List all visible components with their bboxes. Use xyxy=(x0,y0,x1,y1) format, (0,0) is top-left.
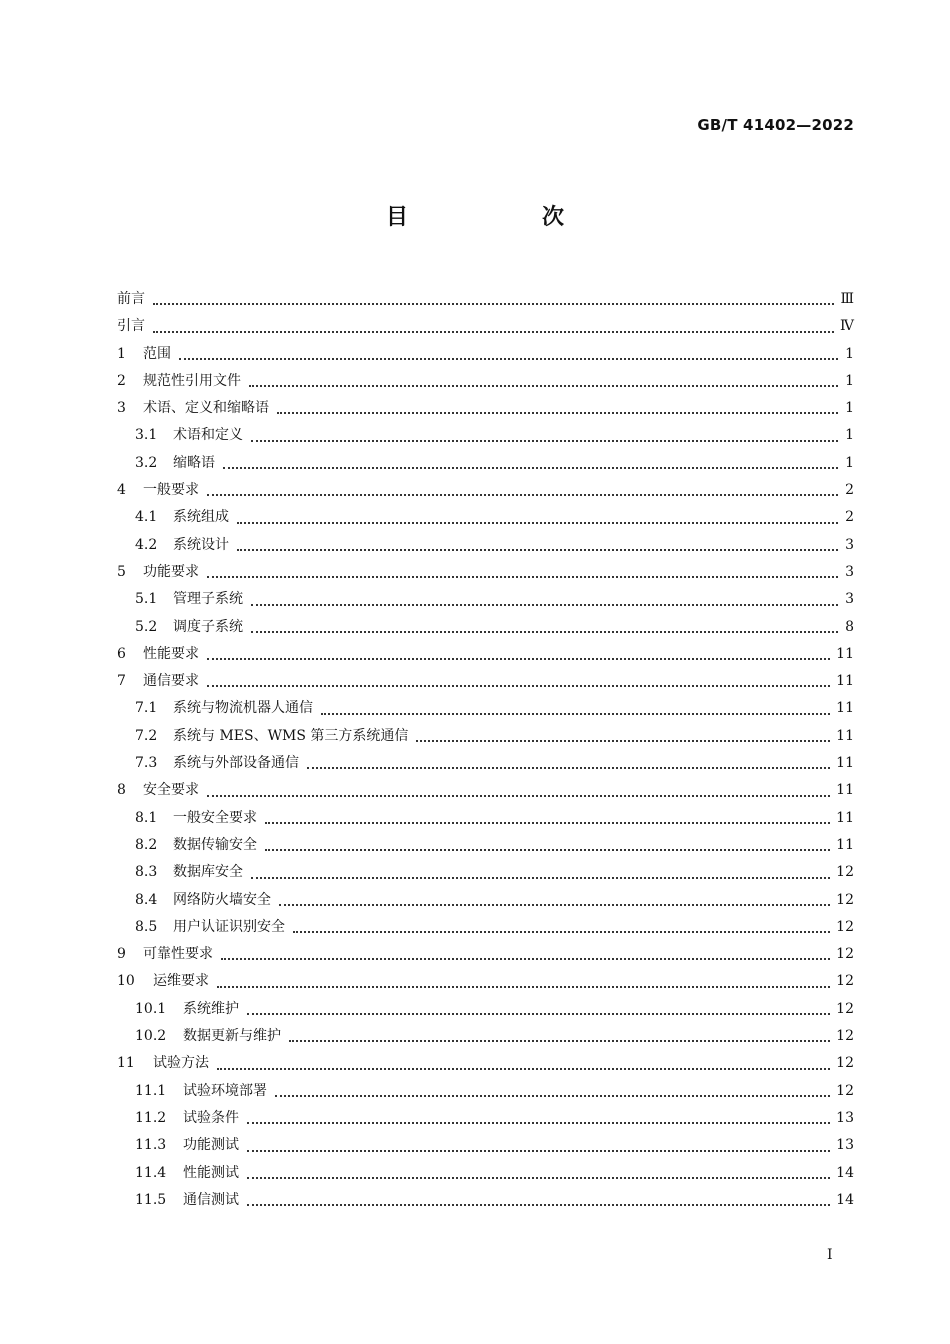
toc-entry-number: 10 xyxy=(117,973,135,990)
toc-entry-page: 8 xyxy=(845,618,854,635)
toc-entry-label: 系统与物流机器人通信 xyxy=(173,700,313,717)
toc-entry-page: 11 xyxy=(836,782,854,799)
toc-entry-number: 5 xyxy=(117,563,126,580)
toc-entry[interactable] xyxy=(117,641,854,668)
toc-leader-dots xyxy=(289,1040,830,1042)
toc-leader-dots xyxy=(247,1204,830,1206)
toc-leader-dots xyxy=(275,1095,830,1097)
toc-leader-dots xyxy=(247,1122,830,1124)
toc-entry-number: 4.2 xyxy=(135,536,158,553)
toc-entry-page: 12 xyxy=(836,891,854,908)
toc-entry[interactable] xyxy=(117,395,854,422)
toc-leader-dots xyxy=(217,986,830,988)
toc-entry-label: 缩略语 xyxy=(173,454,215,471)
toc-entry-number: 7.2 xyxy=(135,727,158,744)
toc-entry-number: 7 xyxy=(117,673,126,690)
toc-leader-dots xyxy=(153,331,834,333)
toc-entry-number: 11 xyxy=(117,1055,135,1072)
toc-leader-dots xyxy=(247,1177,830,1179)
toc-entry-label: 数据更新与维护 xyxy=(183,1028,281,1045)
toc-leader-dots xyxy=(207,576,838,578)
toc-entry-label: 调度子系统 xyxy=(173,618,243,635)
toc-entry-number: 3 xyxy=(117,400,126,417)
toc-entry[interactable] xyxy=(117,695,854,722)
toc-entry-number: 11.1 xyxy=(135,1082,167,1099)
toc-leader-dots xyxy=(307,767,830,769)
toc-entry-number: 8.4 xyxy=(135,891,158,908)
toc-leader-dots xyxy=(223,467,838,469)
toc-entry-page: 13 xyxy=(836,1109,854,1126)
toc-entry-page: 1 xyxy=(845,400,854,417)
toc-entry-number: 8.1 xyxy=(135,809,158,826)
toc-entry[interactable] xyxy=(117,1050,854,1077)
toc-entry-number: 1 xyxy=(117,345,126,362)
toc-entry-number: 5.2 xyxy=(135,618,158,635)
toc-entry[interactable] xyxy=(117,996,854,1023)
toc-entry-page: Ⅳ xyxy=(840,318,854,335)
toc-leader-dots xyxy=(247,1150,830,1152)
toc-entry-page: 12 xyxy=(836,1000,854,1017)
toc-entry-page: 2 xyxy=(845,482,854,499)
toc-entry-label: 系统组成 xyxy=(173,509,229,526)
toc-entry-number: 2 xyxy=(117,372,126,389)
toc-entry-label: 通信测试 xyxy=(183,1191,239,1208)
toc-entry[interactable] xyxy=(117,1023,854,1050)
toc-leader-dots xyxy=(265,849,830,851)
toc-leader-dots xyxy=(237,522,838,524)
toc-entry[interactable] xyxy=(117,313,854,340)
toc-leader-dots xyxy=(251,604,838,606)
toc-entry-label: 系统与外部设备通信 xyxy=(173,755,299,772)
toc-entry-page: Ⅲ xyxy=(840,291,854,307)
toc-leader-dots xyxy=(247,1013,830,1015)
toc-leader-dots xyxy=(251,631,838,633)
toc-entry[interactable] xyxy=(117,477,854,504)
toc-entry-page: 1 xyxy=(845,454,854,471)
toc-entry-number: 8 xyxy=(117,782,126,799)
toc-entry-label: 前言 xyxy=(117,291,145,307)
toc-entry-page: 11 xyxy=(836,836,854,853)
toc-entry[interactable] xyxy=(117,859,854,886)
toc-entry-number: 9 xyxy=(117,946,126,963)
toc-entry-page: 11 xyxy=(836,645,854,662)
toc-entry-label: 引言 xyxy=(117,318,145,335)
toc-title: 目 次 xyxy=(385,205,620,230)
toc-entry-page: 1 xyxy=(845,427,854,444)
standard-code: GB/T 41402—2022 xyxy=(697,116,854,134)
toc-entry-page: 3 xyxy=(845,563,854,580)
toc-entry[interactable] xyxy=(117,668,854,695)
toc-entry[interactable] xyxy=(117,286,854,313)
toc-entry-label: 术语和定义 xyxy=(173,427,243,444)
toc-entry[interactable] xyxy=(117,559,854,586)
toc-entry[interactable] xyxy=(117,941,854,968)
toc-entry-label: 术语、定义和缩略语 xyxy=(143,400,269,417)
toc-entry[interactable] xyxy=(117,832,854,859)
toc-entry[interactable] xyxy=(117,341,854,368)
toc-entry-page: 14 xyxy=(836,1164,854,1181)
toc-entry-page: 13 xyxy=(836,1137,854,1154)
toc-entry-page: 3 xyxy=(845,591,854,608)
toc-entry-page: 1 xyxy=(845,345,854,362)
toc-leader-dots xyxy=(251,877,830,879)
toc-entry-number: 3.1 xyxy=(135,427,158,444)
toc-entry-label: 性能要求 xyxy=(143,645,199,662)
toc-entry-page: 12 xyxy=(836,1055,854,1072)
toc-entry-number: 3.2 xyxy=(135,454,158,471)
toc-entry-number: 7.3 xyxy=(135,755,158,772)
toc-entry-label: 系统与 MES、WMS 第三方系统通信 xyxy=(173,727,409,744)
toc-entry-page: 11 xyxy=(836,700,854,717)
toc-entry[interactable] xyxy=(117,750,854,777)
toc-entry[interactable] xyxy=(117,450,854,477)
page-number: I xyxy=(827,1247,833,1263)
toc-entry-page: 11 xyxy=(836,673,854,690)
toc-entry-number: 8.3 xyxy=(135,864,158,881)
toc-entry[interactable] xyxy=(117,586,854,613)
toc-leader-dots xyxy=(179,358,838,360)
toc-entry-label: 管理子系统 xyxy=(173,591,243,608)
toc-entry-page: 12 xyxy=(836,864,854,881)
toc-entry[interactable] xyxy=(117,368,854,395)
toc-entry-label: 系统维护 xyxy=(183,1000,239,1017)
toc-entry[interactable] xyxy=(117,805,854,832)
toc-entry-number: 5.1 xyxy=(135,591,158,608)
toc-entry-number: 11.2 xyxy=(135,1109,167,1126)
toc-entry-page: 11 xyxy=(836,809,854,826)
toc-entry-label: 功能测试 xyxy=(183,1137,239,1154)
toc-entry-number: 11.4 xyxy=(135,1164,167,1181)
toc-entry-page: 12 xyxy=(836,973,854,990)
toc-leader-dots xyxy=(221,958,830,960)
toc-entry[interactable] xyxy=(117,504,854,531)
toc-leader-dots xyxy=(416,740,830,742)
toc-entry-number: 8.5 xyxy=(135,918,158,935)
toc-entry[interactable] xyxy=(117,1160,854,1187)
toc-entry-number: 11.5 xyxy=(135,1191,167,1208)
toc-leader-dots xyxy=(279,904,830,906)
toc-entry-number: 4.1 xyxy=(135,509,158,526)
toc-entry[interactable] xyxy=(117,914,854,941)
toc-entry-label: 一般安全要求 xyxy=(173,809,257,826)
toc-entry-page: 14 xyxy=(836,1191,854,1208)
toc-entry[interactable] xyxy=(117,422,854,449)
toc-entry-page: 12 xyxy=(836,1082,854,1099)
toc-leader-dots xyxy=(207,795,830,797)
toc-leader-dots xyxy=(249,385,838,387)
toc-entry[interactable] xyxy=(117,968,854,995)
toc-entry-label: 运维要求 xyxy=(153,973,209,990)
toc-entry-label: 试验条件 xyxy=(183,1109,239,1126)
toc-entry-page: 12 xyxy=(836,918,854,935)
toc-entry-label: 安全要求 xyxy=(143,782,199,799)
toc-entry-number: 10.2 xyxy=(135,1028,167,1045)
toc-entry[interactable] xyxy=(117,1105,854,1132)
toc-entry-page: 11 xyxy=(836,727,854,744)
toc-entry-label: 数据传输安全 xyxy=(173,836,257,853)
toc-entry[interactable] xyxy=(117,887,854,914)
toc-entry-page: 3 xyxy=(845,536,854,553)
toc-leader-dots xyxy=(293,931,830,933)
toc-entry-label: 试验环境部署 xyxy=(183,1082,267,1099)
toc-entry-number: 6 xyxy=(117,645,126,662)
toc-entry-label: 通信要求 xyxy=(143,673,199,690)
toc-entry-label: 功能要求 xyxy=(143,563,199,580)
toc-entry-label: 系统设计 xyxy=(173,536,229,553)
toc-entry-page: 2 xyxy=(845,509,854,526)
toc-leader-dots xyxy=(251,440,838,442)
toc-leader-dots xyxy=(277,412,838,414)
toc-entry[interactable] xyxy=(117,723,854,750)
toc-leader-dots xyxy=(217,1068,830,1070)
toc-entry-label: 规范性引用文件 xyxy=(143,372,241,389)
toc-entry-label: 试验方法 xyxy=(153,1055,209,1072)
toc-leader-dots xyxy=(207,494,838,496)
toc-entry-label: 用户认证识别安全 xyxy=(173,918,285,935)
toc-leader-dots xyxy=(207,658,830,660)
toc-entry-number: 7.1 xyxy=(135,700,158,717)
toc-entry-label: 范围 xyxy=(143,345,171,362)
table-of-contents xyxy=(117,286,854,1214)
toc-entry-label: 一般要求 xyxy=(143,482,199,499)
toc-entry-page: 1 xyxy=(845,372,854,389)
toc-entry[interactable] xyxy=(117,532,854,559)
toc-entry[interactable] xyxy=(117,1187,854,1214)
toc-entry-label: 网络防火墙安全 xyxy=(173,891,271,908)
toc-entry-page: 12 xyxy=(836,946,854,963)
toc-entry-label: 数据库安全 xyxy=(173,864,243,881)
toc-entry[interactable] xyxy=(117,614,854,641)
toc-entry-label: 性能测试 xyxy=(183,1164,239,1181)
toc-entry[interactable] xyxy=(117,1132,854,1159)
toc-entry-number: 11.3 xyxy=(135,1137,167,1154)
toc-entry-page: 12 xyxy=(836,1028,854,1045)
toc-leader-dots xyxy=(207,685,830,687)
toc-leader-dots xyxy=(153,303,834,305)
toc-entry[interactable] xyxy=(117,1078,854,1105)
toc-entry-number: 4 xyxy=(117,482,126,499)
toc-leader-dots xyxy=(321,713,830,715)
toc-leader-dots xyxy=(237,549,838,551)
toc-entry-number: 8.2 xyxy=(135,836,158,853)
toc-entry-number: 10.1 xyxy=(135,1000,167,1017)
toc-leader-dots xyxy=(265,822,830,824)
toc-entry-page: 11 xyxy=(836,755,854,772)
toc-entry[interactable] xyxy=(117,777,854,804)
toc-entry-label: 可靠性要求 xyxy=(143,946,213,963)
